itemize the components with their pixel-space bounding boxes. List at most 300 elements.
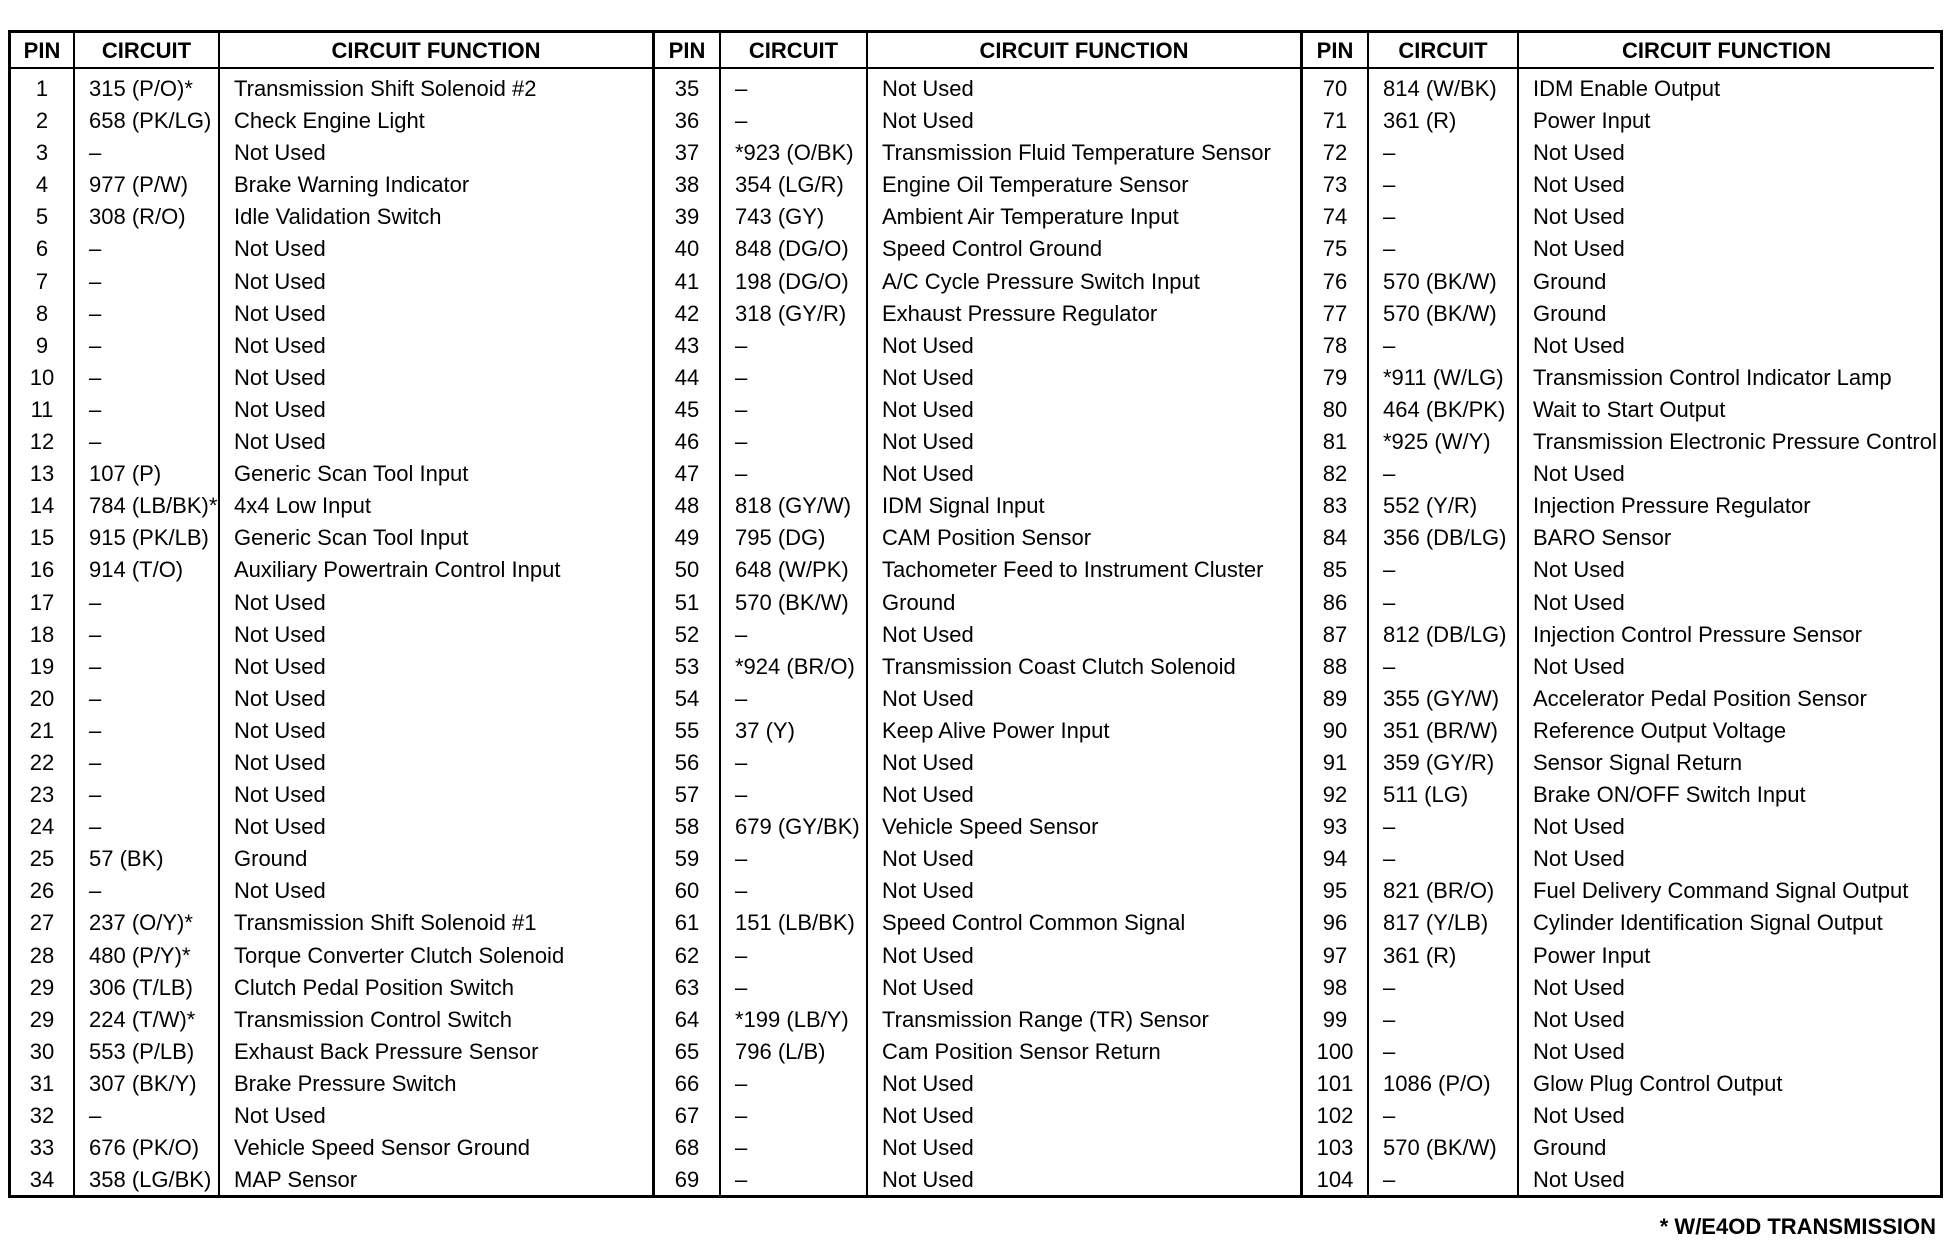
table-cell-function: Clutch Pedal Position Switch [234, 974, 515, 1000]
table-cell-function: MAP Sensor [234, 1167, 358, 1193]
table-cell-function: Engine Oil Temperature Sensor [882, 172, 1189, 198]
table-cell-circuit: 306 (T/LB) [89, 974, 193, 1000]
table-cell-pin: 78 [1322, 332, 1348, 358]
table-cell-circuit: – [1383, 140, 1396, 166]
table-cell-pin: 30 [29, 1038, 55, 1064]
table-cell-function: IDM Signal Input [882, 493, 1045, 519]
table-cell-function: Not Used [234, 236, 326, 262]
table-cell-function: Not Used [234, 749, 326, 775]
table-cell-pin: 75 [1322, 236, 1348, 262]
table-cell-pin: 103 [1316, 1135, 1354, 1161]
table-cell-function: Not Used [234, 685, 326, 711]
table-cell-function: Not Used [234, 589, 326, 615]
table-cell-circuit: – [89, 653, 102, 679]
table-cell-function: Not Used [234, 621, 326, 647]
table-cell-circuit: 57 (BK) [89, 846, 164, 872]
table-cell-pin: 87 [1322, 621, 1348, 647]
table-cell-circuit: – [735, 332, 748, 358]
table-cell-pin: 90 [1322, 717, 1348, 743]
table-cell-pin: 29 [29, 974, 55, 1000]
table-cell-circuit: 354 (LG/R) [735, 172, 844, 198]
table-cell-circuit: 743 (GY) [735, 204, 825, 230]
table-cell-circuit: – [735, 364, 748, 390]
table-cell-circuit: 37 (Y) [735, 717, 795, 743]
circuit-column [73, 33, 218, 1195]
table-cell-function: Transmission Coast Clutch Solenoid [882, 653, 1236, 679]
table-cell-circuit: 848 (DG/O) [735, 236, 849, 262]
table-cell-circuit: – [735, 749, 748, 775]
table-cell-function: Not Used [234, 429, 326, 455]
table-cell-pin: 74 [1322, 204, 1348, 230]
table-cell-pin: 25 [29, 846, 55, 872]
table-cell-circuit: – [1383, 204, 1396, 230]
table-cell-function: Not Used [234, 653, 326, 679]
table-cell-pin: 50 [674, 557, 700, 583]
table-cell-pin: 23 [29, 782, 55, 808]
table-cell-function: Not Used [882, 461, 974, 487]
table-cell-function: Not Used [1533, 1038, 1625, 1064]
table-cell-pin: 8 [35, 300, 49, 326]
table-cell-pin: 7 [35, 268, 49, 294]
table-cell-function: Transmission Electronic Pressure Control [1533, 429, 1937, 455]
table-cell-circuit: 796 (L/B) [735, 1038, 826, 1064]
table-cell-function: Not Used [882, 1103, 974, 1128]
table-cell-circuit: – [1383, 846, 1396, 872]
table-cell-function: Tachometer Feed to Instrument Cluster [882, 557, 1264, 583]
table-cell-function: Not Used [234, 268, 326, 294]
table-cell-circuit: – [735, 429, 748, 455]
table-cell-pin: 101 [1316, 1070, 1354, 1096]
table-cell-function: Not Used [882, 1070, 974, 1096]
table-cell-circuit: – [735, 76, 748, 101]
table-cell-function: A/C Cycle Pressure Switch Input [882, 268, 1200, 294]
table-cell-circuit: – [89, 717, 102, 743]
table-cell-pin: 65 [674, 1038, 700, 1064]
table-cell-function: Not Used [882, 782, 974, 808]
table-cell-function: Not Used [882, 76, 974, 101]
table-cell-function: Not Used [234, 396, 326, 422]
table-cell-circuit: – [89, 332, 102, 358]
table-cell-pin: 102 [1316, 1103, 1354, 1128]
circuit-column [719, 33, 866, 1195]
table-cell-pin: 17 [29, 589, 55, 615]
table-cell-circuit: – [735, 942, 748, 968]
table-cell-circuit: 814 (W/BK) [1383, 76, 1497, 101]
table-cell-pin: 41 [674, 268, 700, 294]
table-cell-function: 4x4 Low Input [234, 493, 371, 519]
table-cell-function: Not Used [1533, 653, 1625, 679]
table-cell-pin: 39 [674, 204, 700, 230]
table-cell-pin: 94 [1322, 846, 1348, 872]
table-cell-circuit: *925 (W/Y) [1383, 429, 1491, 455]
table-cell-circuit: – [89, 814, 102, 840]
table-cell-pin: 5 [35, 204, 49, 230]
table-cell-function: Not Used [1533, 461, 1625, 487]
table-cell-circuit: – [735, 685, 748, 711]
table-cell-pin: 99 [1322, 1006, 1348, 1032]
table-cell-pin: 40 [674, 236, 700, 262]
function-column-header: CIRCUIT FUNCTION [1519, 33, 1934, 69]
table-cell-function: Check Engine Light [234, 108, 425, 134]
table-cell-pin: 3 [35, 140, 49, 166]
table-cell-function: Not Used [882, 846, 974, 872]
table-cell-function: Not Used [1533, 1167, 1625, 1193]
table-cell-circuit: – [1383, 974, 1396, 1000]
table-cell-circuit: 356 (DB/LG) [1383, 525, 1507, 551]
table-cell-circuit: 784 (LB/BK)* [89, 493, 218, 519]
table-cell-pin: 95 [1322, 878, 1348, 904]
circuit-column-header: CIRCUIT [75, 33, 218, 69]
table-cell-pin: 56 [674, 749, 700, 775]
table-cell-function: BARO Sensor [1533, 525, 1672, 551]
table-cell-circuit: 237 (O/Y)* [89, 910, 193, 936]
table-cell-function: Idle Validation Switch [234, 204, 442, 230]
table-cell-circuit: – [89, 749, 102, 775]
table-cell-pin: 36 [674, 108, 700, 134]
table-cell-circuit: – [735, 974, 748, 1000]
table-cell-pin: 52 [674, 621, 700, 647]
table-cell-circuit: – [89, 268, 102, 294]
table-cell-function: Brake ON/OFF Switch Input [1533, 782, 1806, 808]
table-cell-circuit: – [89, 300, 102, 326]
table-cell-circuit: – [1383, 557, 1396, 583]
table-cell-circuit: *911 (W/LG) [1383, 364, 1504, 390]
table-cell-pin: 58 [674, 814, 700, 840]
table-cell-circuit: – [1383, 236, 1396, 262]
table-cell-circuit: *923 (O/BK) [735, 140, 854, 166]
table-cell-pin: 27 [29, 910, 55, 936]
table-cell-function: Not Used [882, 1167, 974, 1193]
table-cell-function: Ambient Air Temperature Input [882, 204, 1179, 230]
table-cell-circuit: – [89, 364, 102, 390]
table-cell-function: IDM Enable Output [1533, 76, 1721, 101]
table-cell-function: Not Used [882, 942, 974, 968]
table-cell-circuit: – [89, 878, 102, 904]
table-cell-function: Ground [1533, 300, 1607, 326]
table-block-3 [1300, 33, 1937, 1195]
table-cell-circuit: 511 (LG) [1383, 782, 1469, 808]
function-column [218, 33, 652, 1195]
table-cell-circuit: 351 (BR/W) [1383, 717, 1498, 743]
table-cell-circuit: – [1383, 589, 1396, 615]
table-cell-pin: 6 [35, 236, 49, 262]
table-cell-pin: 60 [674, 878, 700, 904]
table-cell-pin: 68 [674, 1135, 700, 1161]
table-cell-pin: 79 [1322, 364, 1348, 390]
table-cell-function: Transmission Range (TR) Sensor [882, 1006, 1209, 1032]
table-cell-circuit: – [1383, 653, 1396, 679]
table-cell-circuit: 307 (BK/Y) [89, 1070, 197, 1096]
table-cell-function: Fuel Delivery Command Signal Output [1533, 878, 1909, 904]
table-cell-circuit: 570 (BK/W) [1383, 300, 1497, 326]
table-cell-function: Sensor Signal Return [1533, 749, 1743, 775]
table-cell-pin: 37 [674, 140, 700, 166]
table-cell-circuit: – [735, 1135, 748, 1161]
table-cell-function: Keep Alive Power Input [882, 717, 1110, 743]
table-cell-circuit: *199 (LB/Y) [735, 1006, 849, 1032]
table-cell-function: Injection Pressure Regulator [1533, 493, 1811, 519]
table-cell-function: Ground [882, 589, 956, 615]
table-cell-pin: 45 [674, 396, 700, 422]
table-cell-function: Not Used [1533, 846, 1625, 872]
table-cell-circuit: 915 (PK/LB) [89, 525, 209, 551]
table-cell-function: Generic Scan Tool Input [234, 461, 469, 487]
table-cell-pin: 35 [674, 76, 700, 101]
table-block-1 [11, 33, 652, 1195]
table-cell-function: Transmission Shift Solenoid #2 [234, 76, 537, 101]
table-cell-circuit: 818 (GY/W) [735, 493, 852, 519]
table-cell-function: Generic Scan Tool Input [234, 525, 469, 551]
table-cell-circuit: 570 (BK/W) [735, 589, 849, 615]
table-cell-pin: 104 [1316, 1167, 1354, 1193]
table-cell-circuit: 914 (T/O) [89, 557, 184, 583]
table-cell-pin: 76 [1322, 268, 1348, 294]
table-cell-circuit: 648 (W/PK) [735, 557, 849, 583]
table-cell-circuit: – [735, 846, 748, 872]
table-cell-function: Not Used [1533, 236, 1625, 262]
table-cell-pin: 10 [29, 364, 55, 390]
table-cell-pin: 4 [35, 172, 49, 198]
table-cell-pin: 85 [1322, 557, 1348, 583]
table-cell-circuit: – [89, 1103, 102, 1128]
table-cell-function: Not Used [1533, 332, 1625, 358]
table-cell-pin: 66 [674, 1070, 700, 1096]
table-cell-function: Speed Control Common Signal [882, 910, 1186, 936]
table-cell-function: Auxiliary Powertrain Control Input [234, 557, 561, 583]
table-cell-pin: 57 [674, 782, 700, 808]
table-cell-function: Not Used [882, 364, 974, 390]
table-cell-circuit: – [735, 782, 748, 808]
table-cell-pin: 59 [674, 846, 700, 872]
table-cell-function: Brake Warning Indicator [234, 172, 470, 198]
table-cell-circuit: 318 (GY/R) [735, 300, 847, 326]
table-cell-function: Not Used [1533, 589, 1625, 615]
table-cell-function: Cam Position Sensor Return [882, 1038, 1161, 1064]
table-cell-pin: 62 [674, 942, 700, 968]
table-cell-function: Not Used [1533, 1103, 1625, 1128]
table-cell-pin: 29 [29, 1006, 55, 1032]
pin-column-header: PIN [655, 33, 719, 69]
table-cell-circuit: 812 (DB/LG) [1383, 621, 1507, 647]
table-cell-pin: 61 [674, 910, 700, 936]
table-cell-circuit: – [1383, 814, 1396, 840]
table-cell-pin: 34 [29, 1167, 55, 1193]
table-cell-circuit: – [89, 396, 102, 422]
pin-column-header: PIN [1303, 33, 1367, 69]
table-cell-pin: 100 [1316, 1038, 1354, 1064]
table-cell-circuit: – [735, 396, 748, 422]
table-cell-function: Not Used [1533, 172, 1625, 198]
function-column-header: CIRCUIT FUNCTION [220, 33, 652, 69]
table-cell-function: Not Used [1533, 140, 1625, 166]
table-cell-circuit: – [89, 685, 102, 711]
table-cell-circuit: 552 (Y/R) [1383, 493, 1478, 519]
table-cell-pin: 73 [1322, 172, 1348, 198]
table-cell-function: Not Used [882, 974, 974, 1000]
table-cell-pin: 64 [674, 1006, 700, 1032]
table-block-2 [652, 33, 1300, 1195]
table-cell-circuit: – [1383, 461, 1396, 487]
table-cell-circuit: 224 (T/W)* [89, 1006, 196, 1032]
table-cell-function: Not Used [234, 1103, 326, 1128]
table-cell-circuit: 361 (R) [1383, 942, 1457, 968]
pin-column [655, 33, 719, 1195]
table-cell-circuit: – [89, 589, 102, 615]
pin-column [1303, 33, 1367, 1195]
table-cell-pin: 69 [674, 1167, 700, 1193]
table-cell-function: Not Used [234, 878, 326, 904]
table-cell-pin: 38 [674, 172, 700, 198]
table-cell-function: Transmission Shift Solenoid #1 [234, 910, 537, 936]
table-cell-pin: 77 [1322, 300, 1348, 326]
table-cell-function: Glow Plug Control Output [1533, 1070, 1783, 1096]
table-cell-pin: 14 [29, 493, 55, 519]
table-cell-function: Ground [1533, 1135, 1607, 1161]
function-column-header: CIRCUIT FUNCTION [868, 33, 1300, 69]
table-cell-pin: 67 [674, 1103, 700, 1128]
table-cell-pin: 19 [29, 653, 55, 679]
table-cell-function: Not Used [882, 685, 974, 711]
table-cell-circuit: 308 (R/O) [89, 204, 186, 230]
table-cell-pin: 43 [674, 332, 700, 358]
table-cell-pin: 48 [674, 493, 700, 519]
table-cell-function: Speed Control Ground [882, 236, 1103, 262]
table-cell-function: Not Used [234, 364, 326, 390]
table-cell-function: Brake Pressure Switch [234, 1070, 457, 1096]
table-cell-pin: 15 [29, 525, 55, 551]
table-cell-pin: 96 [1322, 910, 1348, 936]
pin-column-header: PIN [11, 33, 73, 69]
table-cell-pin: 86 [1322, 589, 1348, 615]
table-cell-function: Not Used [1533, 814, 1625, 840]
table-cell-function: Not Used [1533, 1006, 1625, 1032]
table-cell-function: Not Used [234, 140, 326, 166]
table-cell-function: Vehicle Speed Sensor Ground [234, 1135, 530, 1161]
table-cell-pin: 26 [29, 878, 55, 904]
table-cell-circuit: – [1383, 1167, 1396, 1193]
table-cell-pin: 28 [29, 942, 55, 968]
table-cell-circuit: – [735, 108, 748, 134]
table-cell-pin: 13 [29, 461, 55, 487]
table-cell-circuit: 358 (LG/BK) [89, 1167, 212, 1193]
table-cell-circuit: – [735, 461, 748, 487]
table-cell-circuit: 977 (P/W) [89, 172, 189, 198]
table-cell-pin: 32 [29, 1103, 55, 1128]
table-cell-function: Ground [234, 846, 308, 872]
table-cell-circuit: – [1383, 332, 1396, 358]
table-cell-function: Reference Output Voltage [1533, 717, 1787, 743]
table-cell-pin: 72 [1322, 140, 1348, 166]
table-cell-pin: 31 [29, 1070, 55, 1096]
table-cell-pin: 51 [674, 589, 700, 615]
table-cell-function: Transmission Control Indicator Lamp [1533, 364, 1892, 390]
table-cell-function: Not Used [234, 717, 326, 743]
table-cell-pin: 70 [1322, 76, 1348, 101]
table-cell-circuit: 570 (BK/W) [1383, 268, 1497, 294]
table-cell-function: Not Used [882, 621, 974, 647]
table-cell-pin: 2 [35, 108, 49, 134]
table-cell-pin: 20 [29, 685, 55, 711]
table-cell-circuit: 355 (GY/W) [1383, 685, 1500, 711]
table-cell-function: Power Input [1533, 942, 1651, 968]
table-cell-pin: 89 [1322, 685, 1348, 711]
table-cell-function: Cylinder Identification Signal Output [1533, 910, 1883, 936]
table-cell-function: Not Used [882, 1135, 974, 1161]
table-cell-pin: 46 [674, 429, 700, 455]
table-cell-circuit: – [89, 140, 102, 166]
table-cell-function: Not Used [1533, 204, 1625, 230]
pin-table [8, 30, 1943, 1198]
table-cell-function: Vehicle Speed Sensor [882, 814, 1099, 840]
table-cell-pin: 92 [1322, 782, 1348, 808]
table-cell-circuit: – [1383, 1103, 1396, 1128]
table-cell-circuit: – [1383, 1006, 1396, 1032]
table-cell-circuit: 359 (GY/R) [1383, 749, 1495, 775]
table-cell-circuit: – [735, 1167, 748, 1193]
table-cell-pin: 83 [1322, 493, 1348, 519]
table-cell-function: Exhaust Pressure Regulator [882, 300, 1158, 326]
table-cell-function: Not Used [882, 878, 974, 904]
table-cell-pin: 91 [1322, 749, 1348, 775]
table-cell-function: Not Used [234, 332, 326, 358]
table-cell-circuit: 795 (DG) [735, 525, 826, 551]
table-cell-circuit: 464 (BK/PK) [1383, 396, 1506, 422]
table-cell-pin: 33 [29, 1135, 55, 1161]
table-cell-pin: 88 [1322, 653, 1348, 679]
table-cell-pin: 24 [29, 814, 55, 840]
table-cell-function: Injection Control Pressure Sensor [1533, 621, 1862, 647]
table-cell-pin: 44 [674, 364, 700, 390]
table-cell-circuit: – [89, 782, 102, 808]
table-cell-function: Not Used [882, 108, 974, 134]
table-cell-pin: 80 [1322, 396, 1348, 422]
table-cell-circuit: 676 (PK/O) [89, 1135, 200, 1161]
table-cell-function: Ground [1533, 268, 1607, 294]
table-cell-circuit: *924 (BR/O) [735, 653, 855, 679]
table-cell-pin: 22 [29, 749, 55, 775]
function-column [1517, 33, 1937, 1195]
table-cell-pin: 81 [1322, 429, 1348, 455]
table-cell-circuit: 315 (P/O)* [89, 76, 193, 101]
table-cell-pin: 9 [35, 332, 49, 358]
table-cell-pin: 21 [29, 717, 55, 743]
table-cell-function: Not Used [234, 300, 326, 326]
table-cell-function: Transmission Fluid Temperature Sensor [882, 140, 1271, 166]
table-cell-function: Not Used [882, 429, 974, 455]
table-cell-function: Accelerator Pedal Position Sensor [1533, 685, 1867, 711]
table-cell-function: Wait to Start Output [1533, 396, 1726, 422]
table-cell-pin: 97 [1322, 942, 1348, 968]
table-cell-pin: 63 [674, 974, 700, 1000]
table-cell-circuit: – [89, 236, 102, 262]
table-cell-pin: 42 [674, 300, 700, 326]
table-cell-circuit: 1086 (P/O) [1383, 1070, 1491, 1096]
table-cell-pin: 93 [1322, 814, 1348, 840]
table-cell-circuit: 821 (BR/O) [1383, 878, 1495, 904]
table-cell-pin: 55 [674, 717, 700, 743]
table-cell-circuit: 817 (Y/LB) [1383, 910, 1489, 936]
table-cell-circuit: 361 (R) [1383, 108, 1457, 134]
table-cell-function: Not Used [234, 782, 326, 808]
table-cell-pin: 12 [29, 429, 55, 455]
table-cell-function: Not Used [882, 396, 974, 422]
table-cell-function: Not Used [1533, 974, 1625, 1000]
table-cell-circuit: – [89, 621, 102, 647]
circuit-column [1367, 33, 1517, 1195]
table-cell-function: Torque Converter Clutch Solenoid [234, 942, 565, 968]
table-cell-pin: 1 [35, 76, 49, 101]
table-cell-pin: 11 [30, 396, 54, 422]
